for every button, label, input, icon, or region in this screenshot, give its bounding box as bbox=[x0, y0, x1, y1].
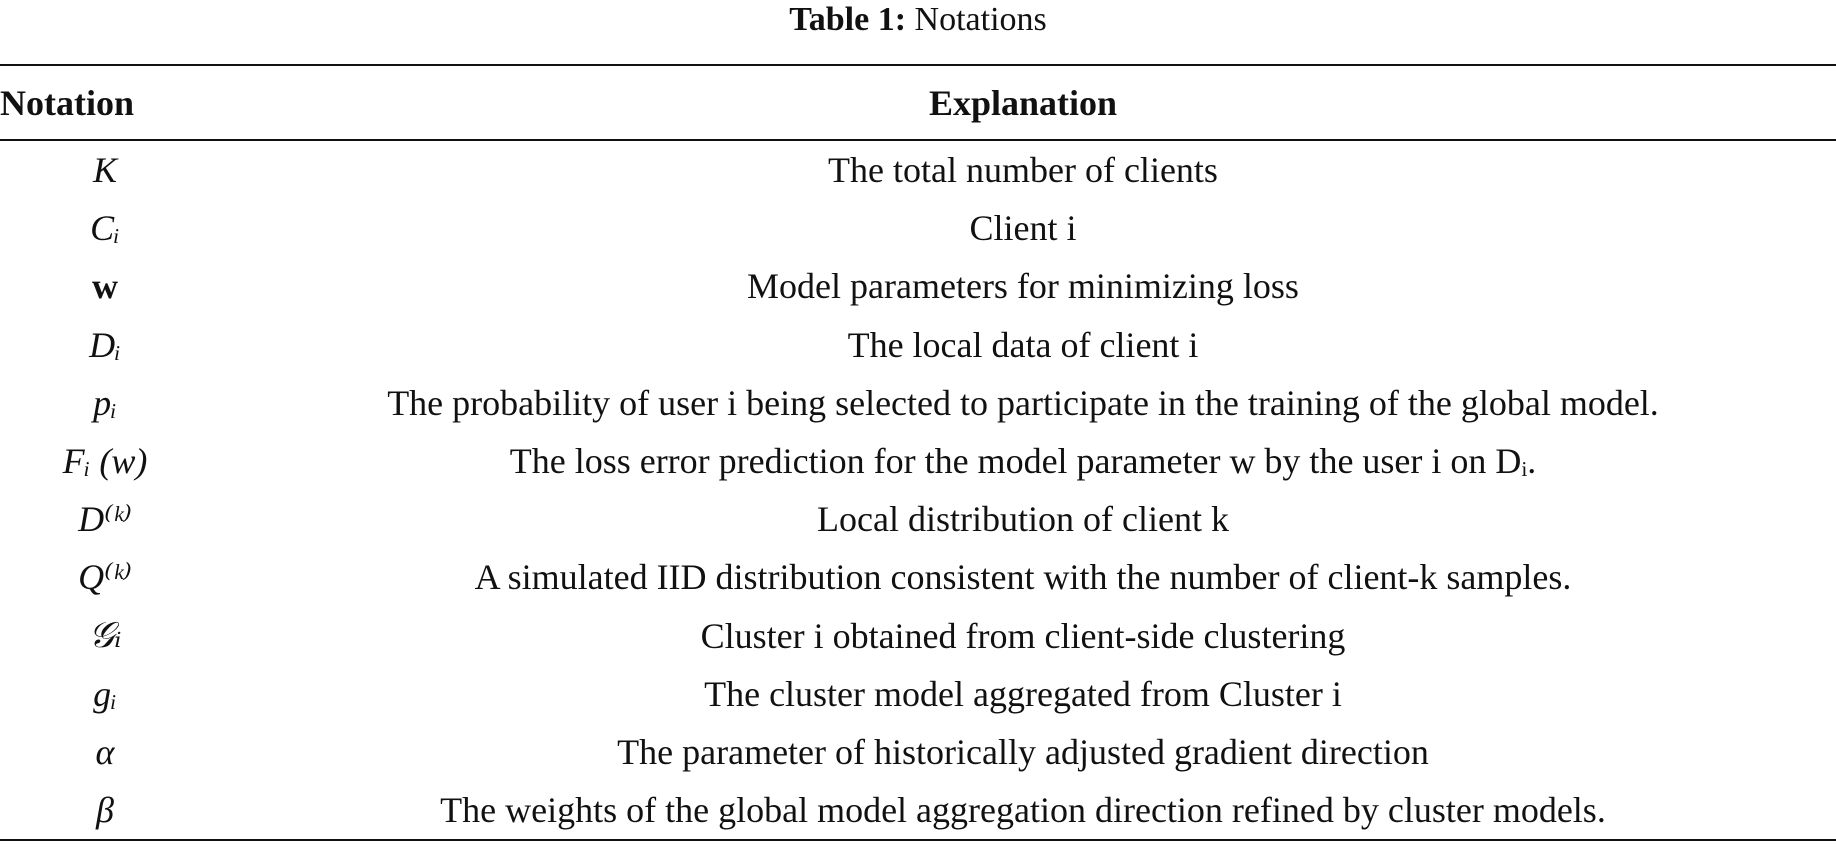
notation-cell: pᵢ bbox=[93, 382, 117, 423]
table-row bbox=[0, 374, 1836, 432]
explanation-cell: The total number of clients bbox=[828, 150, 1218, 191]
notation-cell: Dᵢ bbox=[89, 324, 121, 365]
table-row bbox=[0, 490, 1836, 548]
notation-cell: Q⁽ᵏ⁾ bbox=[78, 557, 132, 598]
notations-table bbox=[0, 64, 1836, 841]
table-row bbox=[0, 665, 1836, 723]
notation-cell: K bbox=[92, 150, 117, 191]
explanation-cell: Cluster i obtained from client-side clustering bbox=[700, 615, 1346, 656]
explanation-cell: Model parameters for minimizing loss bbox=[747, 266, 1299, 307]
caption-text: Notations bbox=[914, 1, 1047, 38]
table-row bbox=[0, 781, 1836, 840]
explanation-cell: The weights of the global model aggregation direction refined by cluster models. bbox=[440, 790, 1606, 831]
table-row bbox=[0, 548, 1836, 606]
notation-cell: Cᵢ bbox=[90, 208, 120, 249]
explanation-cell: A simulated IID distribution consistent with the number of client-k samples. bbox=[474, 557, 1572, 598]
table-header-row bbox=[0, 65, 1836, 140]
table-row bbox=[0, 316, 1836, 374]
explanation-cell: Local distribution of client k bbox=[817, 499, 1229, 540]
notation-cell: w bbox=[92, 266, 118, 307]
notation-cell: β bbox=[96, 790, 114, 831]
notation-cell: Fᵢ (w) bbox=[62, 441, 148, 482]
table-caption bbox=[0, 0, 1836, 40]
notation-cell: 𝒢ᵢ bbox=[88, 614, 122, 656]
caption-label: Table 1: bbox=[789, 1, 907, 38]
table-row bbox=[0, 199, 1836, 257]
table-row bbox=[0, 140, 1836, 199]
explanation-cell: Client i bbox=[969, 208, 1077, 249]
explanation-cell: The parameter of historically adjusted gradient direction bbox=[617, 731, 1429, 772]
notation-cell: D⁽ᵏ⁾ bbox=[78, 499, 132, 540]
explanation-cell: The loss error prediction for the model parameter w by the user i on Dᵢ. bbox=[509, 441, 1537, 482]
explanation-cell: The probability of user i being selected to participate in the training of the global model. bbox=[387, 382, 1659, 423]
table-row bbox=[0, 432, 1836, 490]
explanation-cell: The cluster model aggregated from Cluster i bbox=[704, 673, 1342, 714]
table-row bbox=[0, 257, 1836, 315]
header-notation: Notation bbox=[0, 65, 210, 140]
notation-cell: α bbox=[95, 731, 115, 772]
table-row bbox=[0, 607, 1836, 665]
explanation-cell: The local data of client i bbox=[847, 324, 1199, 365]
header-explanation: Explanation bbox=[210, 65, 1836, 140]
notation-cell: gᵢ bbox=[93, 673, 117, 714]
table-row bbox=[0, 723, 1836, 781]
